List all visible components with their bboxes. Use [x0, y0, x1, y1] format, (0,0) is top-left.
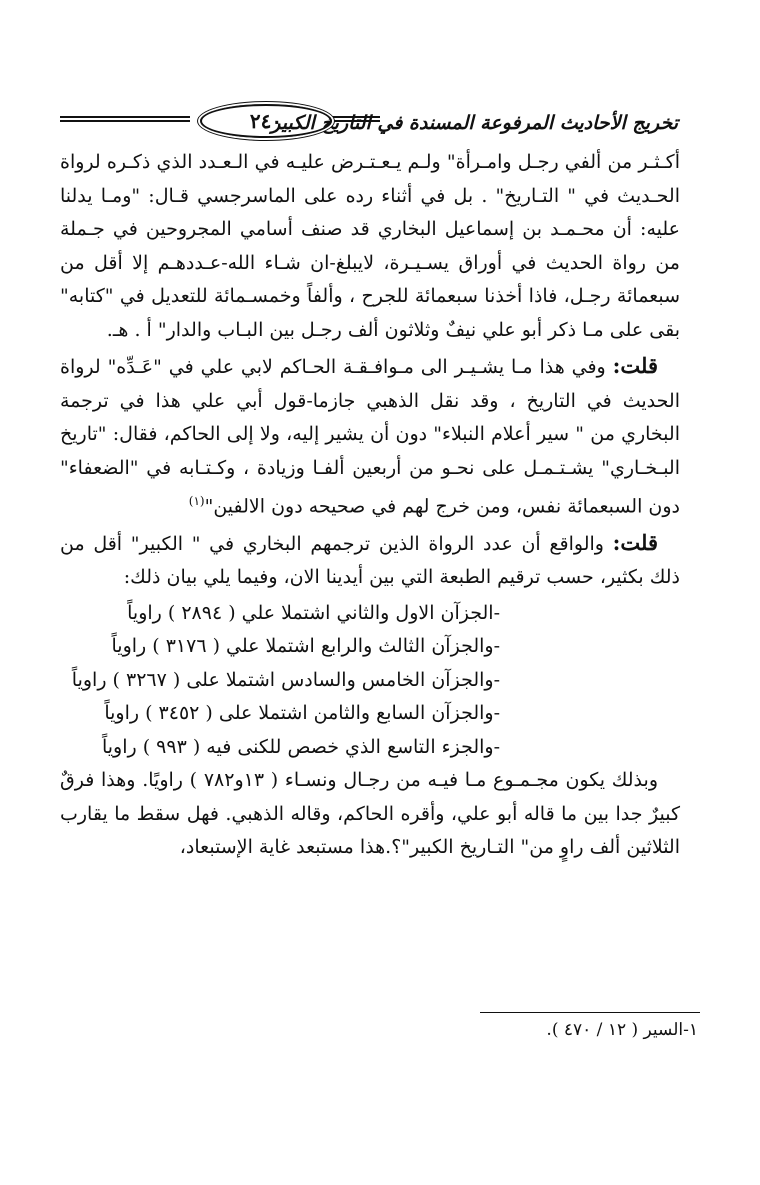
- qult-label: قلت:: [612, 353, 658, 378]
- volume-list: [60, 597, 680, 765]
- footnote-reference: (١): [188, 494, 205, 508]
- header-rule-right: [330, 116, 380, 122]
- paragraph-1: أكـثـر من ألفي رجـل وامـرأة" ولـم يـعـتـرض عليـه في الـعـدد الذي ذكـره لرواة الحـديث في " التـاريخ" . بل في أثناء رده على الماسرجسي قـال: "ومـا يدلنا عليه: أن محـمـد بن إسماعيل البخاري قد صنف أسامي المجروحين في جـملة من رواة الحديث في أوراق يسـيـرة، لايبلغ-ان شـاء الله-عـددهـم إلا أقل من سبعمائة رجـل، فاذا أخذنا سبعمائة للجرح ، وألفاً وخمسـمائة للتعديل في "كتابه" بقى على مـا ذكر أبو علي نيفٌ وثلاثون ألف رجـل بين البـاب والدار" أ . هـ.: [60, 151, 680, 341]
- list-item: -والجزآن الخامس والسادس اشتملا على ( ٣٢٦٧ ) راوياً: [71, 668, 500, 691]
- body-text: [60, 146, 680, 865]
- paragraph-2: [60, 349, 680, 524]
- qult-label-2: قلت:: [612, 529, 658, 555]
- running-title: تخريج الأحاديث المرفوعة المسندة في التاريخ الكبير: [271, 112, 678, 134]
- closing-paragraph: وبذلك يكون مجـمـوع مـا فيـه من رجـال ونسـاء ( ١٣و٧٨٢ ) راويًا. وهذا فرقٌ كبيرٌ جدا بين ما قاله أبو علي، وأقره الحاكم، وقاله الذهبي. فهل سقط ما يقارب الثلاثين ألف راوٍ من" التـاريخ الكبير"؟.هذا مستبعد غاية الإستبعاد،: [60, 769, 680, 859]
- list-item: -والجزآن الثالث والرابع اشتملا علي ( ٣١٧٦ ) راوياً: [111, 635, 500, 658]
- paragraph-2-text: وفي هذا مـا يشـيـر الى مـوافـقـة الحـاكم لابي علي في "عَـدِّه" لرواة الحديث في التاريخ ، وقد نقل الذهبي جازما-قول أبي علي هذا في ترجمة البخاري من " سير أعلام النبلاء" دون أن يشير إليه، ولا إلى الحاكم، فقال: "تاريخ البـخـاري" يشـتـمـل على نحـو من أربعين ألفـا وزيادة ، وكـتـابه في "الضعفاء" دون السبعمائة نفس، ومن خرج لهم في صحيحه دون الالفين": [60, 356, 680, 518]
- page-content: [60, 100, 680, 867]
- list-item: -والجزء التاسع الذي خصص للكنى فيه ( ٩٩٣ ) راوياً: [101, 735, 500, 758]
- paragraph-3-text: والواقع أن عدد الرواة الذين ترجمهم البخاري في " الكبير" أقل من ذلك بكثير، حسب ترقيم الطبعة التي بين أيدينا الان، وفيما يلي بيان ذلك:: [60, 532, 680, 589]
- footnote-divider: [480, 1012, 700, 1013]
- header-rule-left: [60, 116, 190, 122]
- page-header: [60, 100, 680, 146]
- footnote: ١-السير ( ١٢ / ٤٧٠ ).: [546, 1020, 698, 1040]
- list-item: -الجزآن الاول والثاني اشتملا علي ( ٢٨٩٤ ) راوياً: [127, 601, 500, 624]
- paragraph-3: [60, 526, 680, 595]
- page-number: ٢٤٠: [200, 104, 332, 138]
- list-item: -والجزآن السابع والثامن اشتملا على ( ٣٤٥٢ ) راوياً: [104, 702, 500, 725]
